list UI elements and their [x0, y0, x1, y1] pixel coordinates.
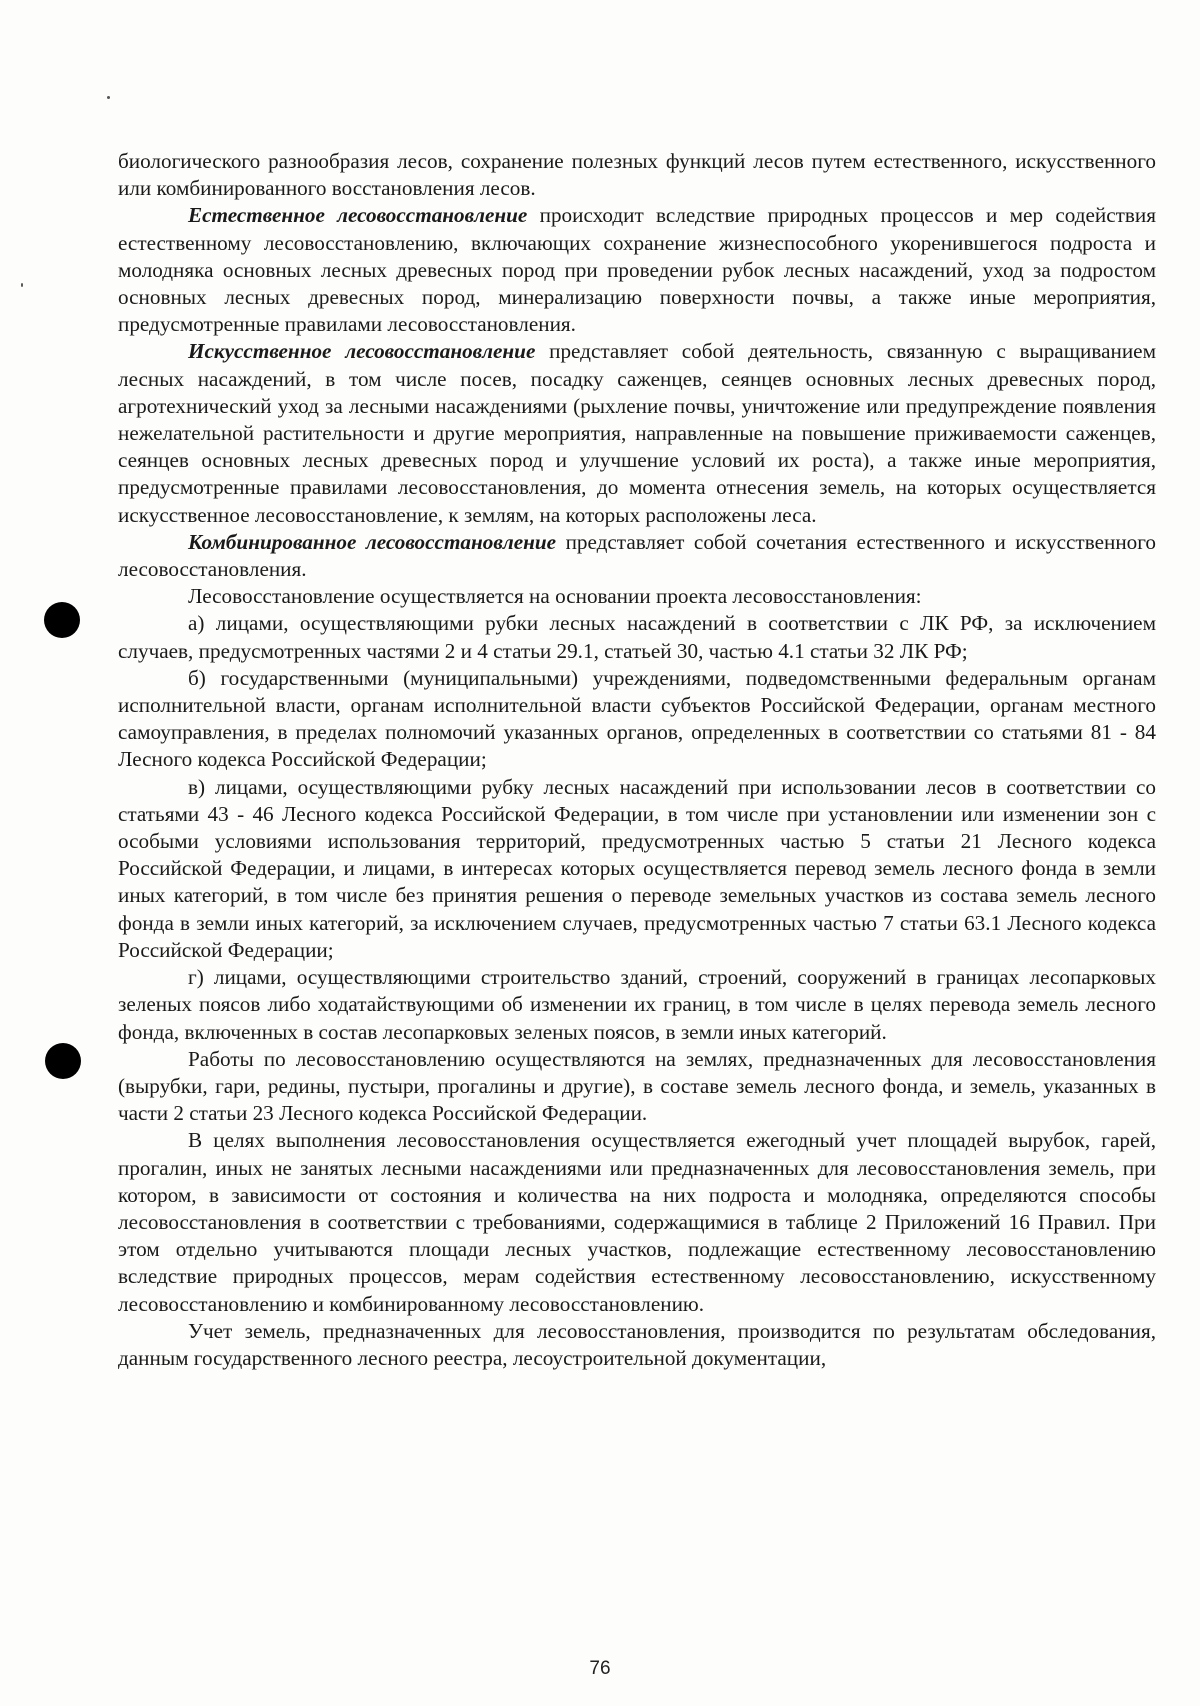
list-item — [118, 665, 1156, 774]
scan-speck — [21, 283, 23, 287]
paragraph-text: представляет собой сочетания естественного и искусственного лесовосстановления. — [118, 529, 1157, 582]
paragraph — [118, 202, 1156, 338]
paragraph — [118, 148, 1156, 202]
punch-hole — [45, 1043, 81, 1079]
paragraph-text: г) лицами, осуществляющими строительство зданий, строений, сооружений в границах лесопарковых зеленых поясов либо ходатайствующими об изменении их границ, в том числе в целях перевода земель лесного фонда, включенных в состав лесопарковых зеленых поясов, в земли иных категорий. — [118, 965, 1156, 1044]
defined-term: Естественное лесовосстановление — [188, 203, 528, 228]
paragraph — [118, 338, 1156, 528]
paragraph-text: в) лицами, осуществляющими рубку лесных насаждений при использовании лесов в соответствии со статьями 43 - 46 Лесного кодекса Российской Федерации, в том числе при установлении или изменении зон с особыми условиями использования территорий, предусмотренных частью 5 статьи 21 Лесного кодекса Российской Федерации, и лицами, в интересах которых осуществляется перевод земель лесного фонда в земли иных категорий, в том числе без принятия решения о переводе земельных участков из состава земель лесного фонда в земли иных категорий, за исключением случаев, предусмотренных частью 7 статьи 63.1 Лесного кодекса Российской Федерации; — [118, 774, 1156, 962]
page-number: 76 — [589, 1658, 611, 1679]
document-body — [118, 148, 1156, 1372]
paragraph — [118, 1046, 1156, 1128]
paragraph-text: б) государственными (муниципальными) учреждениями, подведомственными федеральным органам исполнительной власти, органам исполнительной власти субъектов Российской Федерации, органам местного самоуправления, в пределах полномочий указанных органов, определенных в соответствии со статьями 81 - 84 Лесного кодекса Российской Федерации; — [118, 665, 1156, 772]
paragraph-text: происходит вследствие природных процессов и мер содействия естественному лесовосстановлению, включающих сохранение жизнеспособного укоренившегося подроста и молодняка основных лесных древесных пород при проведении рубок лесных насаждений, уход за подростом основных лесных древесных пород, минерализацию поверхности почвы, а также иные мероприятия, предусмотренные правилами лесовосстановления. — [118, 203, 1156, 337]
paragraph-text: Лесовосстановление осуществляется на основании проекта лесовосстановления: — [188, 584, 922, 609]
paragraph — [118, 1127, 1156, 1317]
punch-hole — [44, 602, 80, 638]
defined-term: Комбинированное лесовосстановление — [188, 529, 557, 554]
paragraph — [118, 529, 1156, 583]
paragraph-text: представляет собой деятельность, связанную с выращиванием лесных насаждений, в том числе посев, посадку саженцев, сеянцев основных лесных древесных пород, агротехнический уход за лесными насаждениями (рыхление почвы, уничтожение или предупреждение появления нежелательной растительности и другие мероприятия, направленные на повышение приживаемости саженцев, сеянцев основных лесных древесных пород и улучшение условий их роста), а также иные мероприятия, предусмотренные правилами лесовосстановления, до момента отнесения земель, на которых осуществляется искусственное лесовосстановление, к землям, на которых расположены леса. — [118, 339, 1156, 527]
paragraph-text: В целях выполнения лесовосстановления осуществляется ежегодный учет площадей вырубок, гарей, прогалин, иных не занятых лесными насаждениями или предназначенных для лесовосстановления земель, при котором, в зависимости от состояния и количества на них подроста и молодняка, определяются способы лесовосстановления в соответствии с требованиями, содержащимися в таблице 2 Приложений 16 Правил. При этом отдельно учитываются площади лесных участков, подлежащие естественному лесовосстановлению вследствие природных процессов, мерам содействия естественному лесовосстановлению, искусственному лесовосстановлению и комбинированному лесовосстановлению. — [118, 1128, 1156, 1316]
defined-term: Искусственное лесовосстановление — [188, 339, 536, 364]
paragraph-text: а) лицами, осуществляющими рубки лесных насаждений в соответствии с ЛК РФ, за исключением случаев, предусмотренных частями 2 и 4 статьи 29.1, статьей 30, частью 4.1 статьи 32 ЛК РФ; — [118, 611, 1156, 663]
paragraph-text: Работы по лесовосстановлению осуществляются на землях, предназначенных для лесовосстановления (вырубки, гари, редины, пустыри, прогалины и другие), в составе земель лесного фонда, и земель, указанных в части 2 статьи 23 Лесного кодекса Российской Федерации. — [118, 1046, 1156, 1126]
paragraph — [118, 1318, 1156, 1372]
paragraph-text: биологического разнообразия лесов, сохранение полезных функций лесов путем естественного, искусственного или комбинированного восстановления лесов. — [118, 149, 1156, 201]
list-item — [118, 964, 1156, 1046]
list-item — [118, 774, 1156, 964]
scan-speck — [107, 96, 110, 99]
paragraph-text: Учет земель, предназначенных для лесовосстановления, производится по результатам обследования, данным государственного лесного реестра, лесоустроительной документации, — [118, 1318, 1156, 1370]
list-item — [118, 610, 1156, 664]
paragraph — [118, 583, 1156, 610]
